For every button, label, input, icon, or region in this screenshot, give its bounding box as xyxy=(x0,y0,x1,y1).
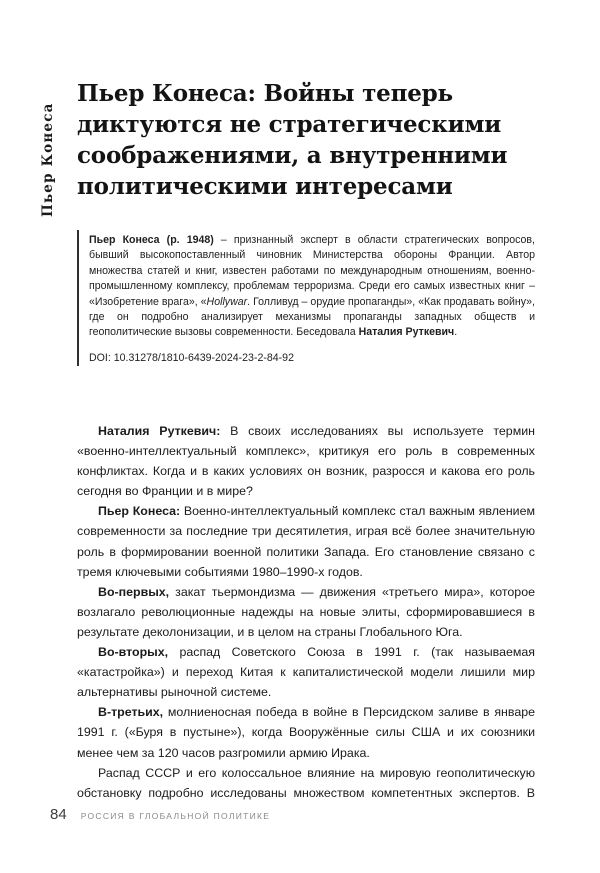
body-paragraph xyxy=(77,582,535,642)
journal-name: РОССИЯ В ГЛОБАЛЬНОЙ ПОЛИТИКЕ xyxy=(80,811,271,821)
bio-run: – признанный эксперт в области стратегических вопросов, бывший высокопоставленный чиновник Министерства обороны Франции. Автор множества статей и книг, известен работами по международным отношениям, военно-промышленному комплексу, проблемам терроризма. Среди его самых известных книг – «Изобретение врага», « xyxy=(89,234,535,308)
body-paragraph xyxy=(77,501,535,581)
paragraph-lead: Во-первых, xyxy=(98,584,170,599)
paragraph-lead: Пьер Конеса: xyxy=(98,504,181,519)
bio-run: . xyxy=(454,326,458,339)
title-line: политическими интересами xyxy=(77,173,453,200)
paragraph-text: Распад СССР и его колоссальное влияние на мировую геополитическую обстановку подробно исследованы множеством компетентных экспертов. В xyxy=(77,765,535,800)
paragraph-lead: В-третьих, xyxy=(98,705,164,720)
author-bio-text xyxy=(89,233,535,341)
article-title xyxy=(77,78,507,202)
paragraph-text: молниеносная победа в войне в Персидском заливе в январе 1991 г. («Буря в пустыне»), когда Вооружённые силы США и их союзники менее чем за 120 часов разгромили армию Ирака. xyxy=(77,705,535,760)
bio-run: . Голливуд – орудие пропаганды», «Как продавать войну», где он подробно анализирует механизмы пропаганды западных обществ и геополитические вызовы современности. Беседовала xyxy=(89,295,536,339)
body-paragraph xyxy=(77,421,535,501)
paragraph-lead: Наталия Руткевич: xyxy=(98,424,221,438)
bio-run: Hollywar xyxy=(206,295,248,308)
bio-run: Пьер Конеса (р. 1948) xyxy=(89,234,214,246)
body-paragraph xyxy=(77,642,535,702)
paragraph-lead: Во-вторых, xyxy=(98,645,169,660)
bio-run: Наталия Руткевич xyxy=(358,326,455,339)
paragraph-text: В своих исследованиях вы используете термин «военно-интеллектуальный комплекс», критикуя его роль в современных конфликтах. Когда и в каких условиях он возник, разросся и какова его роль сегодня во Франции и в мире? xyxy=(77,424,535,499)
title-line: соображениями, а внутренними xyxy=(77,142,508,169)
body-paragraph xyxy=(77,763,535,805)
title-line: диктуются не стратегическими xyxy=(77,111,502,138)
paragraph-text: Военно-интеллектуальный комплекс стал важным явлением современности за последние три десятилетия, играя всё более значительную роль в формировании военной политики Запада. Его становление связано с тремя ключевыми событиями 1980–1990-х годов. xyxy=(77,504,535,579)
margin-author-label: Пьер Конеса xyxy=(40,102,56,217)
title-line: Пьер Конеса: Войны теперь xyxy=(77,80,453,107)
body-paragraph xyxy=(77,702,535,762)
paragraph-text: закат тьермондизма — движения «третьего мира», которое возлагало революционные надежды на новые элиты, сформировавшиеся в результате деколонизации, и в целом на страны Глобального Юга. xyxy=(77,584,535,639)
page-number: 84 xyxy=(50,806,67,823)
author-bio-box xyxy=(77,230,535,366)
article-body xyxy=(77,421,535,805)
doi-text: DOI: 10.31278/1810-6439-2024-23-2-84-92 xyxy=(89,351,294,364)
page-footer xyxy=(50,806,270,823)
paragraph-text: распад Советского Союза в 1991 г. (так называемая «катастройка») и переход Китая к капиталистической модели лишили мир альтернативы рыночной системе. xyxy=(77,645,535,700)
